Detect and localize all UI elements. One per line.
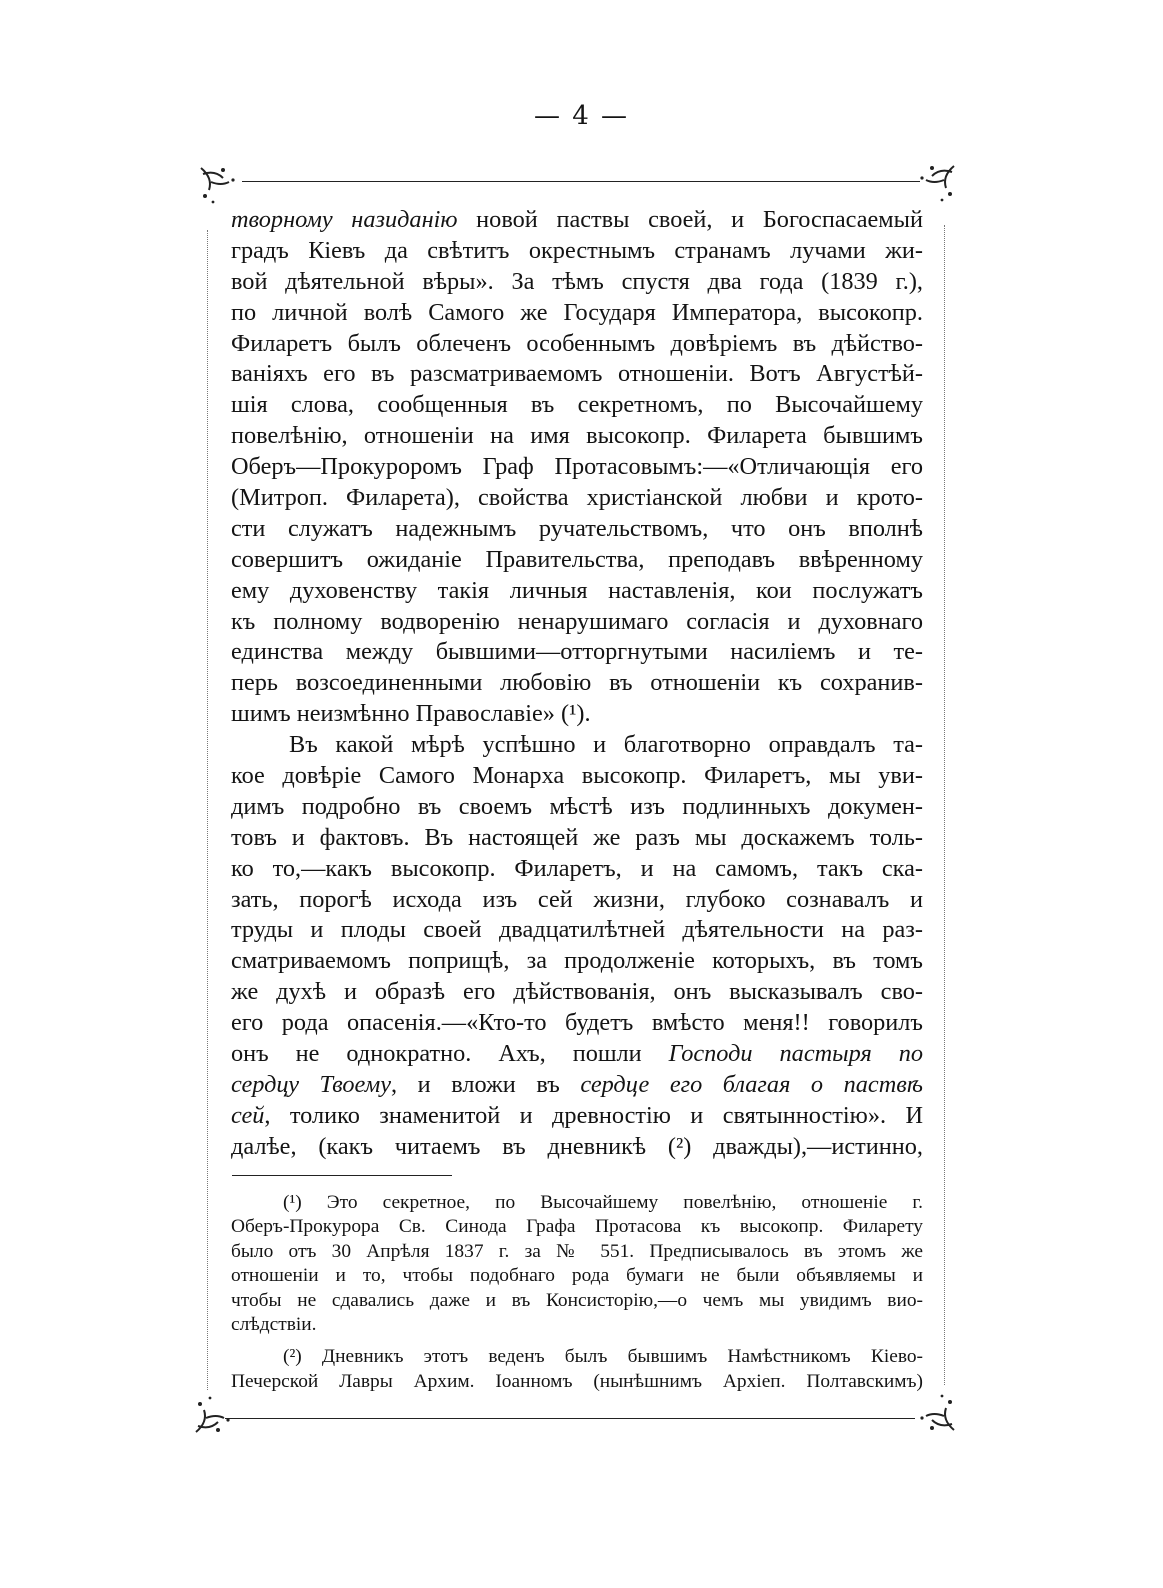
ornament-bottom-left-icon — [188, 1390, 238, 1440]
body-line — [231, 1039, 923, 1070]
body-line: совершитъ ожиданіе Правительства, преподавъ ввѣренному — [231, 545, 923, 573]
body-text — [231, 205, 923, 1163]
body-italic-run: творному назиданію — [231, 206, 458, 233]
footnote-line: Печерской Лавры Архим. Іоанномъ (нынѣшнимъ Архіеп. Полтавскимъ) — [231, 1370, 923, 1392]
body-line: сматриваемомъ поприщѣ, за продолженіе которыхъ, въ томъ — [231, 947, 923, 975]
body-line: Оберъ—Прокуроромъ Граф Протасовымъ:—«Отличающія его — [231, 453, 923, 481]
body-line: ко то,—какъ высокопр. Филаретъ, и на самомъ, такъ ска- — [231, 854, 923, 882]
ornament-top-right-icon — [912, 158, 962, 208]
body-line: градъ Кіевъ да свѣтитъ окрестнымъ странамъ лучами жи- — [231, 236, 923, 264]
body-line: сти служатъ надежнымъ ручательствомъ, что онъ вполнѣ — [231, 514, 923, 542]
body-text-run: онъ не однократно. Ахъ, пошли — [231, 1040, 669, 1068]
body-line: по личной волѣ Самого же Государя Императора, высокопр. — [231, 298, 923, 326]
body-line: (Митроп. Филарета), свойства христіанской любви и крото- — [231, 484, 923, 512]
footnote-line: было отъ 30 Апрѣля 1837 г. за № 551. Предписывалось въ этомъ же — [231, 1240, 923, 1262]
body-line: димъ подробно въ своемъ мѣстѣ изъ подлинныхъ докумен- — [231, 792, 923, 820]
body-line: кое довѣріе Самого Монарха высокопр. Филаретъ, мы уви- — [231, 762, 923, 790]
body-line — [231, 1101, 923, 1132]
bottom-frame-rule — [225, 1418, 915, 1419]
footnote-line: (¹) Это секретное, по Высочайшему повелѣнію, отношеніе г. — [283, 1192, 923, 1213]
body-line: зать, порогѣ исхода изъ сей жизни, глубоко сознавалъ и — [231, 885, 923, 913]
footnote-line: отношеніи и то, чтобы подобнаго рода бумаги не были объявляемы и — [231, 1265, 923, 1287]
body-line: повелѣнію, отношеніи на имя высокопр. Филарета бывшимъ — [231, 422, 923, 450]
body-line: вой дѣятельной вѣры». За тѣмъ спустя два года (1839 г.), — [231, 267, 923, 295]
body-italic-run: сердце его благая о паствѣ — [580, 1070, 923, 1098]
body-line: труды и плоды своей двадцатилѣтней дѣятельности на раз- — [231, 916, 923, 944]
body-line: къ полному водворенію ненарушимаго согласія и духовнаго — [231, 607, 923, 635]
body-text-run: , толико знаменитой и древностію и святынностію». И — [264, 1101, 923, 1129]
top-frame-rule — [242, 181, 920, 182]
footnote-line: чтобы не сдавались даже и въ Консисторію,—о чемъ мы увидимъ вио- — [231, 1289, 923, 1311]
body-line: ему духовенству такія личныя наставленія, кои послужатъ — [231, 576, 923, 604]
footnote-line: Оберъ-Прокурора Св. Синода Графа Протасова къ высокопр. Филарету — [231, 1216, 923, 1238]
footnote-line: слѣдствіи. — [231, 1313, 317, 1335]
left-frame-line — [207, 230, 208, 1390]
body-line: ваніяхъ его въ разсматриваемомъ отношеніи. Вотъ Августѣй- — [231, 360, 923, 388]
right-frame-line — [944, 225, 945, 1385]
page-number: — 4 — — [533, 101, 630, 131]
footnotes — [231, 1191, 923, 1394]
body-line: Филаретъ былъ облеченъ особеннымъ довѣріемъ въ дѣйство- — [231, 329, 923, 357]
body-line: шія слова, сообщенныя въ секретномъ, по Высочайшему — [231, 391, 923, 419]
ornament-top-left-icon — [193, 160, 243, 210]
body-italic-run: сей — [231, 1101, 265, 1129]
body-line: единства между бывшими—отторгнутыми насиліемъ и те- — [231, 638, 923, 666]
ornament-bottom-right-icon — [912, 1388, 962, 1438]
footnote-line: (²) Дневникъ этотъ веденъ былъ бывшимъ Намѣстникомъ Кіево- — [283, 1346, 923, 1368]
footnote-separator — [232, 1175, 452, 1176]
body-line: шимъ неизмѣнно Православіе» (¹). — [231, 700, 591, 728]
body-text-run: новой паствы своей, и Богоспасаемый — [457, 206, 923, 233]
body-line: же духѣ и образѣ его дѣйствованія, онъ высказывалъ сво- — [231, 978, 923, 1006]
body-italic-run: сердцу Твоему — [231, 1070, 392, 1098]
body-line: далѣе, (какъ читаемъ въ дневникѣ (²) дважды),—истинно, — [231, 1132, 923, 1160]
body-text-run: , и вложи въ — [391, 1070, 581, 1098]
body-line: Въ какой мѣрѣ успѣшно и благотворно оправдалъ та- — [289, 731, 923, 759]
body-line — [231, 1070, 923, 1101]
body-italic-run: Господи пастыря по — [668, 1040, 923, 1068]
body-line: перь возсоединенными любовію въ отношеніи къ сохранив- — [231, 669, 923, 697]
footnote-gap — [231, 1337, 923, 1345]
body-line: товъ и фактовъ. Въ настоящей же разъ мы доскажемъ толь- — [231, 823, 923, 851]
body-line — [231, 205, 923, 236]
body-line: его рода опасенія.—«Кто-то будетъ вмѣсто меня!! говорилъ — [231, 1009, 923, 1037]
